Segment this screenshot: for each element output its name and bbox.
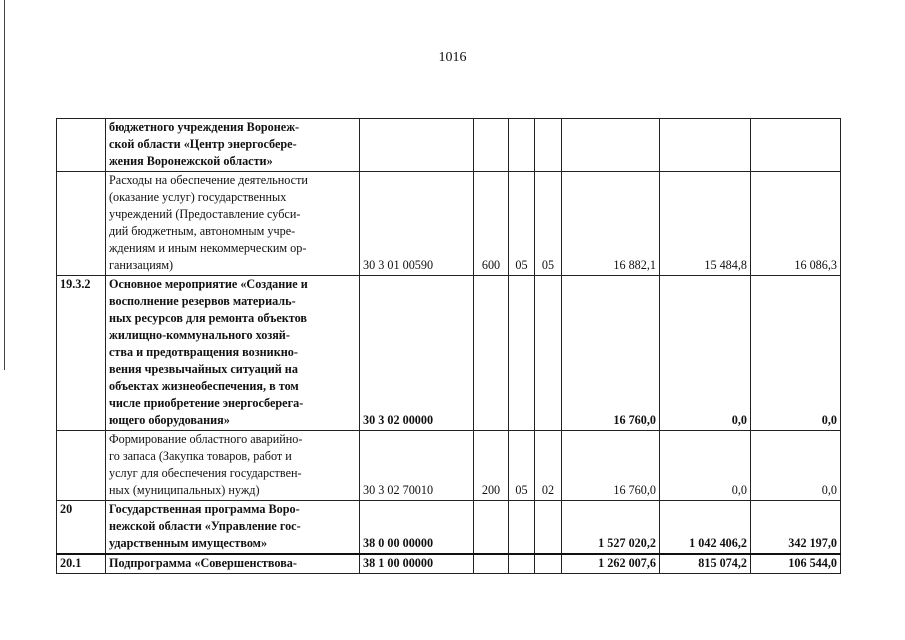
row-name-cell: бюджетного учреждения Воронеж- ской области «Центр энергосбере- жения Воронежской области»: [106, 119, 360, 172]
budget-table: [56, 118, 841, 574]
table-row: [57, 276, 841, 431]
row-pr-cell: [535, 119, 562, 172]
row-id-cell: [57, 119, 106, 172]
row-value-2-cell: [660, 119, 751, 172]
table-row: [57, 554, 841, 574]
row-value-1-cell: 1 527 020,2: [562, 501, 660, 555]
row-pr-cell: 05: [535, 172, 562, 276]
row-code-cell: 30 3 01 00590: [360, 172, 474, 276]
row-value-1-cell: 16 882,1: [562, 172, 660, 276]
row-id-cell: 20.1: [57, 554, 106, 574]
table-row: [57, 501, 841, 555]
row-rz-cell: [509, 276, 535, 431]
row-value-2-cell: 815 074,2: [660, 554, 751, 574]
row-code-cell: [360, 119, 474, 172]
row-name-cell: Расходы на обеспечение деятельности (оказание услуг) государственных учреждений (Предоставление субси- дий бюджетным, автономным учре- ждениям и иным некоммерческим ор- ганизациям): [106, 172, 360, 276]
row-value-2-cell: 15 484,8: [660, 172, 751, 276]
table-row: [57, 119, 841, 172]
row-code-cell: 38 0 00 00000: [360, 501, 474, 555]
row-value-3-cell: 0,0: [751, 431, 841, 501]
row-pr-cell: 02: [535, 431, 562, 501]
row-value-1-cell: 1 262 007,6: [562, 554, 660, 574]
row-value-3-cell: 16 086,3: [751, 172, 841, 276]
row-value-2-cell: 0,0: [660, 276, 751, 431]
table-row: [57, 431, 841, 501]
row-id-cell: [57, 172, 106, 276]
row-value-3-cell: [751, 119, 841, 172]
row-code-cell: 38 1 00 00000: [360, 554, 474, 574]
row-id-cell: 19.3.2: [57, 276, 106, 431]
row-code-cell: 30 3 02 00000: [360, 276, 474, 431]
row-value-1-cell: 16 760,0: [562, 276, 660, 431]
row-vr-cell: [474, 501, 509, 555]
row-value-3-cell: 106 544,0: [751, 554, 841, 574]
page-number: 1016: [438, 50, 467, 65]
row-vr-cell: [474, 276, 509, 431]
row-name-cell: Формирование областного аварийно- го запаса (Закупка товаров, работ и услуг для обеспечения государствен- ных (муниципальных) нужд): [106, 431, 360, 501]
row-value-1-cell: [562, 119, 660, 172]
row-value-2-cell: 1 042 406,2: [660, 501, 751, 555]
row-pr-cell: [535, 501, 562, 555]
row-vr-cell: 200: [474, 431, 509, 501]
row-name-cell: Государственная программа Воро- нежской области «Управление гос- ударственным имуществом»: [106, 501, 360, 555]
row-pr-cell: [535, 554, 562, 574]
row-vr-cell: [474, 554, 509, 574]
table-body: [57, 119, 841, 574]
row-rz-cell: [509, 501, 535, 555]
row-vr-cell: 600: [474, 172, 509, 276]
row-rz-cell: [509, 554, 535, 574]
table-row: [57, 172, 841, 276]
row-value-1-cell: 16 760,0: [562, 431, 660, 501]
row-value-2-cell: 0,0: [660, 431, 751, 501]
row-rz-cell: 05: [509, 172, 535, 276]
row-id-cell: [57, 431, 106, 501]
row-rz-cell: 05: [509, 431, 535, 501]
row-pr-cell: [535, 276, 562, 431]
row-name-cell: Подпрограмма «Совершенствова-: [106, 554, 360, 574]
row-value-3-cell: 342 197,0: [751, 501, 841, 555]
row-name-cell: Основное мероприятие «Создание и восполнение резервов материаль- ных ресурсов для ремонта объектов жилищно-коммунального хозяй- ства и предотвращения возникно- вения чрезвычайных ситуаций на объектах жизнеобеспечения, в том числе приобретение энергосберега- ющего оборудования»: [106, 276, 360, 431]
row-code-cell: 30 3 02 70010: [360, 431, 474, 501]
row-vr-cell: [474, 119, 509, 172]
row-value-3-cell: 0,0: [751, 276, 841, 431]
row-rz-cell: [509, 119, 535, 172]
row-id-cell: 20: [57, 501, 106, 555]
